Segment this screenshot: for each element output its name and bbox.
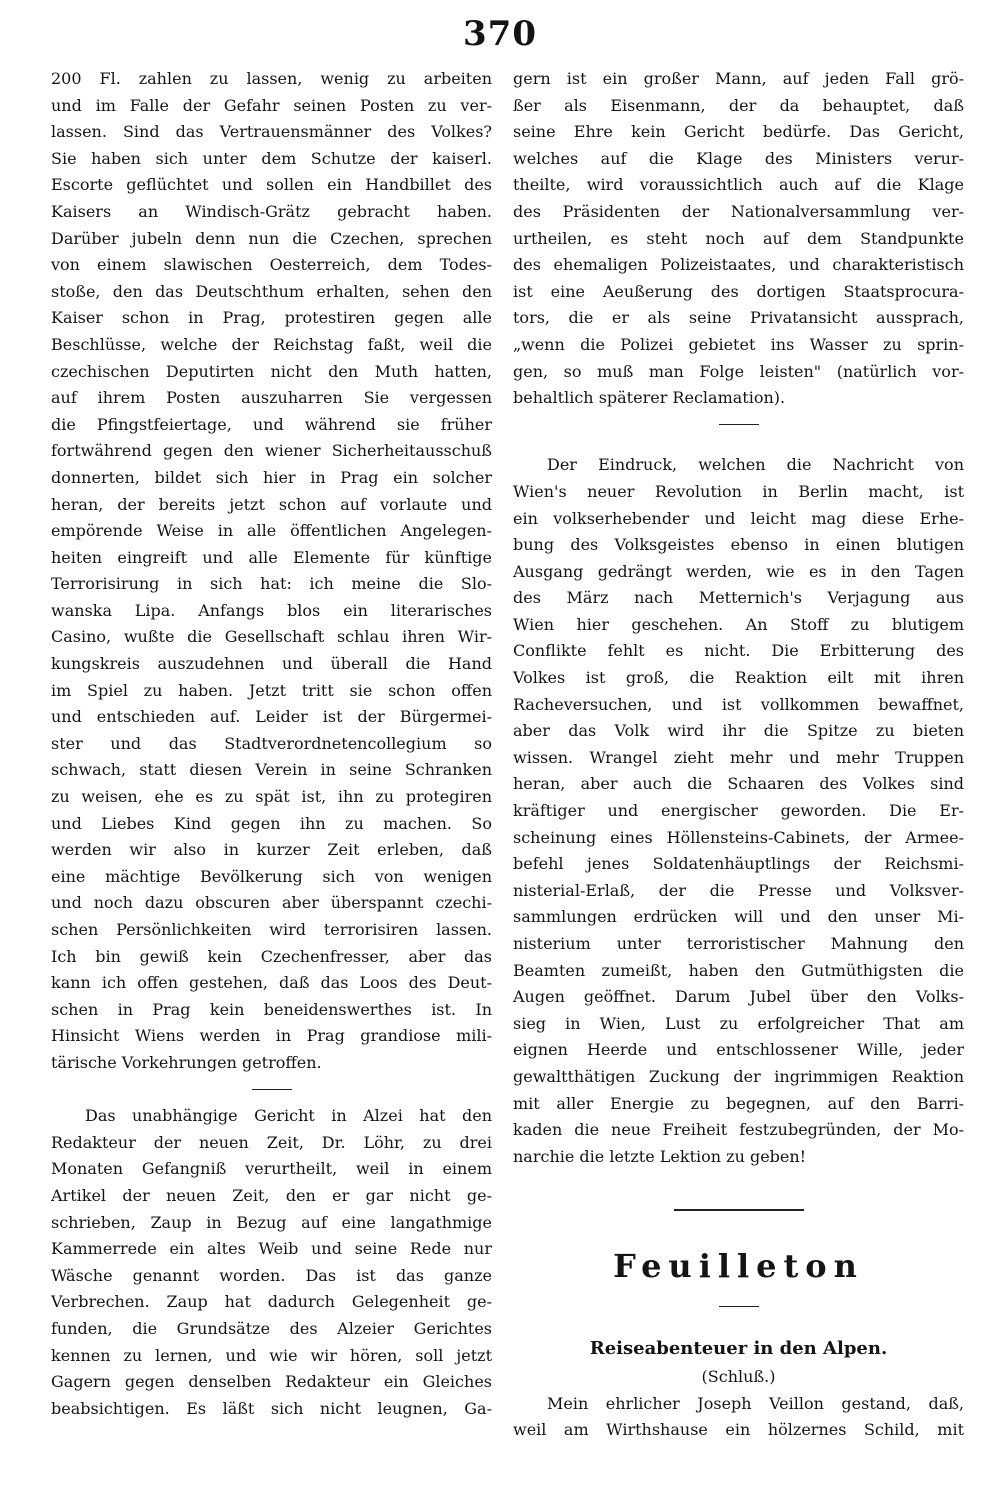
text-line: Beschlüsse, welche der Reichstag faßt, weil die bbox=[51, 334, 492, 354]
text-line: sieg in Wien, Lust zu erfolgreicher That am bbox=[513, 1013, 964, 1033]
text-line: Ausgang gedrängt werden, wie es in den Tagen bbox=[513, 561, 964, 581]
text-line: mit aller Energie zu begegnen, auf den Barri- bbox=[513, 1093, 964, 1113]
section-divider bbox=[513, 412, 964, 439]
text-line: narchie die letzte Lektion zu geben! bbox=[513, 1146, 807, 1166]
text-line: Augen geöffnet. Darum Jubel über den Volks- bbox=[513, 987, 964, 1007]
text-line: nisterium unter terroristischer Mahnung den bbox=[513, 934, 964, 953]
feuilleton-rule-top bbox=[513, 1197, 964, 1224]
page-number: 370 bbox=[463, 14, 537, 54]
text-line: ist eine Aeußerung des dortigen Staatsprocura- bbox=[513, 281, 964, 301]
right-paragraph-2 bbox=[513, 452, 964, 1170]
text-line: und noch dazu obscuren aber überspannt czechi- bbox=[51, 893, 492, 913]
text-line: Wien's neuer Revolution in Berlin macht, ist bbox=[513, 481, 964, 501]
right-column bbox=[513, 66, 964, 1444]
text-line: gern ist ein großer Mann, auf jeden Fall grö- bbox=[513, 69, 964, 88]
text-line: heran, der bereits jetzt schon auf vorlaute und bbox=[51, 494, 492, 514]
text-line: Sie haben sich unter dem Schutze der kaiserl. bbox=[51, 148, 492, 168]
text-line: ßer als Eisenmann, der da behauptet, daß bbox=[513, 95, 964, 115]
text-line: Monaten Gefangniß verurtheilt, weil in einem bbox=[51, 1159, 492, 1179]
right-paragraph-1 bbox=[513, 66, 964, 412]
text-line: ster und das Stadtverordnetencollegium so bbox=[51, 733, 492, 753]
text-line: und Liebes Kind gegen ihn zu machen. So bbox=[51, 813, 492, 833]
text-line: czechischen Deputirten nicht den Muth hatten, bbox=[51, 361, 492, 381]
text-line: werden wir also in kurzer Zeit erleben, daß bbox=[51, 840, 492, 860]
text-line: schen in Prag kein beneidenswerthes ist. In bbox=[51, 999, 492, 1019]
text-line: schen Persönlichkeiten wird terrorisiren lassen. bbox=[51, 920, 492, 939]
text-line: des März nach Metternich's Verjagung aus bbox=[513, 588, 964, 608]
text-line: Redakteur der neuen Zeit, Dr. Löhr, zu drei bbox=[51, 1132, 492, 1152]
text-line: Conflikte fehlt es nicht. Die Erbitterung des bbox=[513, 641, 964, 661]
section-divider bbox=[51, 1077, 492, 1104]
text-line: von einem slawischen Oesterreich, dem Todes- bbox=[51, 255, 492, 275]
feuilleton-rule-bottom bbox=[513, 1294, 964, 1321]
text-line: kungskreis auszudehnen und überall die Hand bbox=[51, 654, 492, 674]
left-paragraph-1 bbox=[51, 66, 492, 1077]
text-line: stoße, den das Deutschthum erhalten, sehen den bbox=[51, 281, 492, 301]
text-line: seine Ehre kein Gericht bedürfe. Das Gericht, bbox=[513, 122, 964, 142]
text-line: heran, aber auch die Schaaren des Volkes sind bbox=[513, 774, 964, 794]
text-line: welches auf die Klage des Ministers verur- bbox=[513, 148, 964, 168]
text-line: bung des Volksgeistes ebenso in einen blutigen bbox=[513, 535, 964, 555]
text-line: gen, so muß man Folge leisten" (natürlich vor- bbox=[513, 361, 964, 381]
text-line: behaltlich späterer Reclamation). bbox=[513, 388, 786, 408]
text-line: gewaltthätigen Zuckung der ingrimmigen Reaktion bbox=[513, 1066, 964, 1086]
text-line: Terrorisirung in sich hat: ich meine die Slo- bbox=[51, 574, 492, 594]
text-line: weil am Wirthshause ein hölzernes Schild, mit bbox=[513, 1420, 964, 1440]
text-line: des Präsidenten der Nationalversammlung ver- bbox=[513, 201, 964, 221]
text-line: funden, die Grundsätze des Alzeier Gerichtes bbox=[51, 1318, 492, 1338]
text-line: und im Falle der Gefahr seinen Posten zu ver- bbox=[51, 95, 492, 115]
text-line: und entschieden auf. Leider ist der Bürgermei- bbox=[51, 707, 492, 727]
text-line: eine mächtige Bevölkerung sich von wenigen bbox=[51, 866, 492, 886]
text-line: Kammerrede ein altes Weib und seine Rede nur bbox=[51, 1239, 492, 1259]
text-line: schwach, statt diesen Verein in seine Schranken bbox=[51, 760, 492, 780]
text-line: Casino, wußte die Gesellschaft schlau ihren Wir- bbox=[51, 627, 492, 647]
text-line: Artikel der neuen Zeit, den er gar nicht ge- bbox=[51, 1185, 492, 1205]
text-line: des ehemaligen Polizeistaates, und charakteristisch bbox=[513, 255, 964, 275]
text-line: 200 Fl. zahlen zu lassen, wenig zu arbeiten bbox=[51, 69, 492, 88]
text-line: Kaiser schon in Prag, protestiren gegen alle bbox=[51, 308, 492, 328]
text-line: schrieben, Zaup in Bezug auf eine langathmige bbox=[51, 1212, 492, 1232]
text-line: im Spiel zu haben. Jetzt tritt sie schon offen bbox=[51, 680, 492, 700]
text-line: Gagern gegen denselben Redakteur ein Gleiches bbox=[51, 1372, 492, 1392]
text-line: kann ich offen gestehen, daß das Loos des Deut- bbox=[51, 973, 492, 993]
text-line: die Pfingstfeiertage, und während sie früher bbox=[51, 414, 492, 434]
text-line: sammlungen erdrücken will und den unser Mi- bbox=[513, 907, 964, 927]
text-line: lassen. Sind das Vertrauensmänner des Volkes? bbox=[51, 122, 492, 142]
text-line: Darüber jubeln denn nun die Czechen, sprechen bbox=[51, 228, 492, 248]
text-line: nisterial-Erlaß, der die Presse und Volksver- bbox=[513, 880, 964, 900]
text-line: Kaisers an Windisch-Grätz gebracht haben. bbox=[51, 201, 492, 221]
text-line: Ich bin gewiß kein Czechenfresser, aber das bbox=[51, 946, 492, 966]
text-line: heiten eingreift und alle Elemente für künftige bbox=[51, 547, 492, 567]
text-line: scheinung eines Höllensteins-Cabinets, der Armee- bbox=[513, 827, 964, 847]
text-line: Wäsche genannt worden. Das ist das ganze bbox=[51, 1265, 492, 1285]
text-line: befehl jenes Soldatenhäuptlings der Reichsmi- bbox=[513, 854, 964, 874]
text-line: wissen. Wrangel zieht mehr und mehr Truppen bbox=[513, 747, 964, 767]
text-line: wanska Lipa. Anfangs blos ein literarisches bbox=[51, 600, 492, 620]
text-line: Beamten zumeißt, haben den Gutmüthigsten die bbox=[513, 960, 964, 980]
text-line: beabsichtigen. Es läßt sich nicht leugnen, Ga- bbox=[51, 1398, 492, 1418]
text-line: eignen Heerde und entschlossener Wille, jeder bbox=[513, 1040, 964, 1060]
text-line: Das unabhängige Gericht in Alzei hat den bbox=[85, 1106, 492, 1126]
left-column bbox=[51, 66, 492, 1422]
text-line: Verbrechen. Zaup hat dadurch Gelegenheit ge- bbox=[51, 1292, 492, 1312]
text-line: urtheilen, es steht noch auf dem Standpunkte bbox=[513, 228, 964, 248]
text-line: „wenn die Polizei gebietet ins Wasser zu sprin- bbox=[513, 334, 964, 354]
text-line: kräftiger und energischer geworden. Die Er- bbox=[513, 801, 964, 821]
text-line: Wien hier geschehen. An Stoff zu blutigem bbox=[513, 614, 964, 634]
text-line: zu weisen, ehe es zu spät ist, ihn zu protegiren bbox=[51, 787, 492, 807]
text-line: theilte, wird voraussichtlich auch auf die Klage bbox=[513, 175, 964, 195]
text-line: Volkes ist groß, die Reaktion eilt mit ihren bbox=[513, 668, 964, 688]
text-line: Mein ehrlicher Joseph Veillon gestand, daß, bbox=[547, 1393, 964, 1413]
text-line: tors, die er als seine Privatansicht aussprach, bbox=[513, 308, 964, 328]
text-line: Escorte geflüchtet und sollen ein Handbillet des bbox=[51, 175, 492, 195]
text-line: Hinsicht Wiens werden in Prag grandiose mili- bbox=[51, 1026, 492, 1046]
article-title: Reiseabenteuer in den Alpen. bbox=[589, 1338, 888, 1360]
section-heading: Feuilleton bbox=[613, 1246, 864, 1285]
text-line: Der Eindruck, welchen die Nachricht von bbox=[547, 455, 964, 475]
text-line: Racheversuchen, und ist vollkommen bewaffnet, bbox=[513, 694, 964, 714]
text-line: empörende Weise in alle öffentlichen Angelegen- bbox=[51, 521, 492, 541]
text-line: kaden die neue Freiheit festzubegründen, der Mo- bbox=[513, 1120, 964, 1140]
left-paragraph-2 bbox=[51, 1103, 492, 1422]
text-line: ein volkserhebender und leicht mag diese Erhe- bbox=[513, 508, 964, 528]
text-line: auf ihrem Posten auszuharren Sie vergessen bbox=[51, 388, 492, 408]
text-line: aber das Volk wird ihr die Spitze zu bieten bbox=[513, 721, 964, 741]
text-line: tärische Vorkehrungen getroffen. bbox=[51, 1052, 322, 1072]
text-line: fortwährend gegen den wiener Sicherheitausschuß bbox=[51, 441, 492, 461]
text-line: donnerten, bildet sich hier in Prag ein solcher bbox=[51, 467, 492, 487]
right-paragraph-3 bbox=[513, 1391, 964, 1444]
text-line: kennen zu lernen, und wie wir hören, soll jetzt bbox=[51, 1345, 492, 1365]
article-subtitle: (Schluß.) bbox=[701, 1367, 776, 1387]
